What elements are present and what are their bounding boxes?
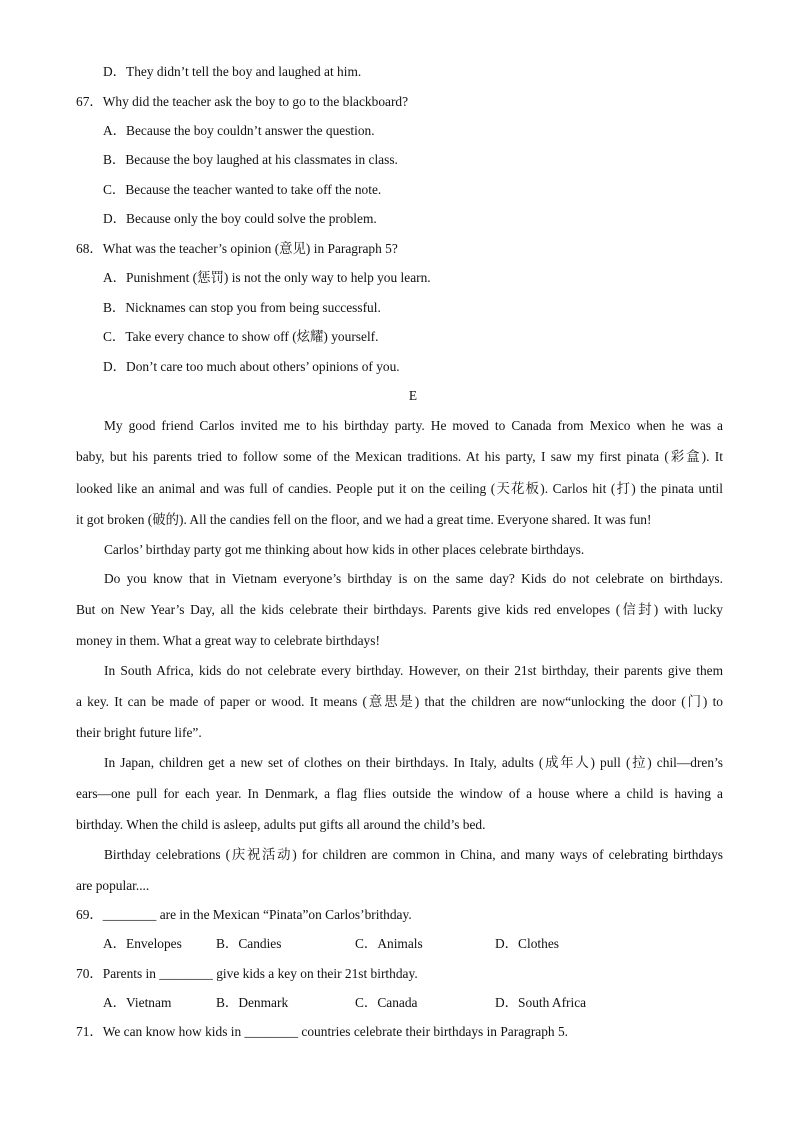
passage-line: But on New Year’s Day, all the kids celebrate their birthdays. Parents give kids red envelopes (信封) with lucky bbox=[76, 602, 723, 617]
q69-option-c: C．Animals bbox=[355, 936, 423, 951]
q66-option-d: D．They didn’t tell the boy and laughed at him. bbox=[103, 64, 362, 79]
q67-option-b: B．Because the boy laughed at his classmates in class. bbox=[103, 152, 398, 167]
q71-stem: 71．We can know how kids in ________ countries celebrate their birthdays in Paragraph 5. bbox=[76, 1024, 569, 1039]
passage-line: looked like an animal and was full of candies. People put it on the ceiling (天花板). Carlos hit (打) the pinata until bbox=[76, 481, 723, 496]
q67-option-a: A．Because the boy couldn’t answer the question. bbox=[103, 123, 375, 138]
q68-stem: 68．What was the teacher’s opinion (意见) in Paragraph 5? bbox=[76, 241, 398, 256]
passage-line: a key. It can be made of paper or wood. It means (意思是) that the children are now“unlocking the door (门) to bbox=[76, 694, 723, 709]
q68-option-a: A．Punishment (惩罚) is not the only way to help you learn. bbox=[103, 270, 431, 285]
passage-line: it got broken (破的). All the candies fell on the floor, and we had a great time. Everyone shared. It was fun! bbox=[76, 512, 652, 527]
q69-option-d: D．Clothes bbox=[495, 936, 559, 951]
passage-line: ears—one pull for each year. In Denmark, a flag flies outside the window of a house where a child is having a bbox=[76, 786, 723, 801]
q69-option-a: A．Envelopes bbox=[103, 936, 182, 951]
q68-option-b: B．Nicknames can stop you from being successful. bbox=[103, 300, 381, 315]
q70-option-d: D．South Africa bbox=[495, 995, 587, 1010]
passage-heading: E bbox=[408, 388, 418, 403]
passage-line: In Japan, children get a new set of clothes on their birthdays. In Italy, adults (成年人) pull (拉) chil—dren’s bbox=[104, 755, 723, 770]
passage-line: Do you know that in Vietnam everyone’s birthday is on the same day? Kids do not celebrate on birthdays. bbox=[104, 571, 723, 586]
q67-option-d: D．Because only the boy could solve the problem. bbox=[103, 211, 377, 226]
passage-line: baby, but his parents tried to follow some of the Mexican traditions. At his party, I saw my first pinata (彩盒). It bbox=[76, 449, 723, 464]
passage-line: are popular.... bbox=[76, 878, 150, 893]
q70-option-c: C．Canada bbox=[355, 995, 418, 1010]
q69-stem: 69．________ are in the Mexican “Pinata”on Carlos’brithday. bbox=[76, 907, 412, 922]
q70-option-b: B．Denmark bbox=[216, 995, 289, 1010]
passage-line: birthday. When the child is asleep, adults put gifts all around the child’s bed. bbox=[76, 817, 486, 832]
q67-stem: 67．Why did the teacher ask the boy to go to the blackboard? bbox=[76, 94, 409, 109]
q70-stem: 70．Parents in ________ give kids a key on their 21st birthday. bbox=[76, 966, 418, 981]
passage-line: In South Africa, kids do not celebrate every birthday. However, on their 21st birthday, their parents give them bbox=[104, 663, 723, 678]
passage-line: Birthday celebrations (庆祝活动) for children are common in China, and many ways of celebrating birthdays bbox=[104, 847, 723, 862]
q67-option-c: C．Because the teacher wanted to take off the note. bbox=[103, 182, 382, 197]
passage-line: their bright future life”. bbox=[76, 725, 202, 740]
passage-line: Carlos’ birthday party got me thinking about how kids in other places celebrate birthdays. bbox=[104, 542, 585, 557]
q69-option-b: B．Candies bbox=[216, 936, 282, 951]
q70-option-a: A．Vietnam bbox=[103, 995, 172, 1010]
q68-option-d: D．Don’t care too much about others’ opinions of you. bbox=[103, 359, 400, 374]
q68-option-c: C．Take every chance to show off (炫耀) yourself. bbox=[103, 329, 379, 344]
passage-line: My good friend Carlos invited me to his birthday party. He moved to Canada from Mexico when he was a bbox=[104, 418, 723, 433]
passage-line: money in them. What a great way to celebrate birthdays! bbox=[76, 633, 380, 648]
